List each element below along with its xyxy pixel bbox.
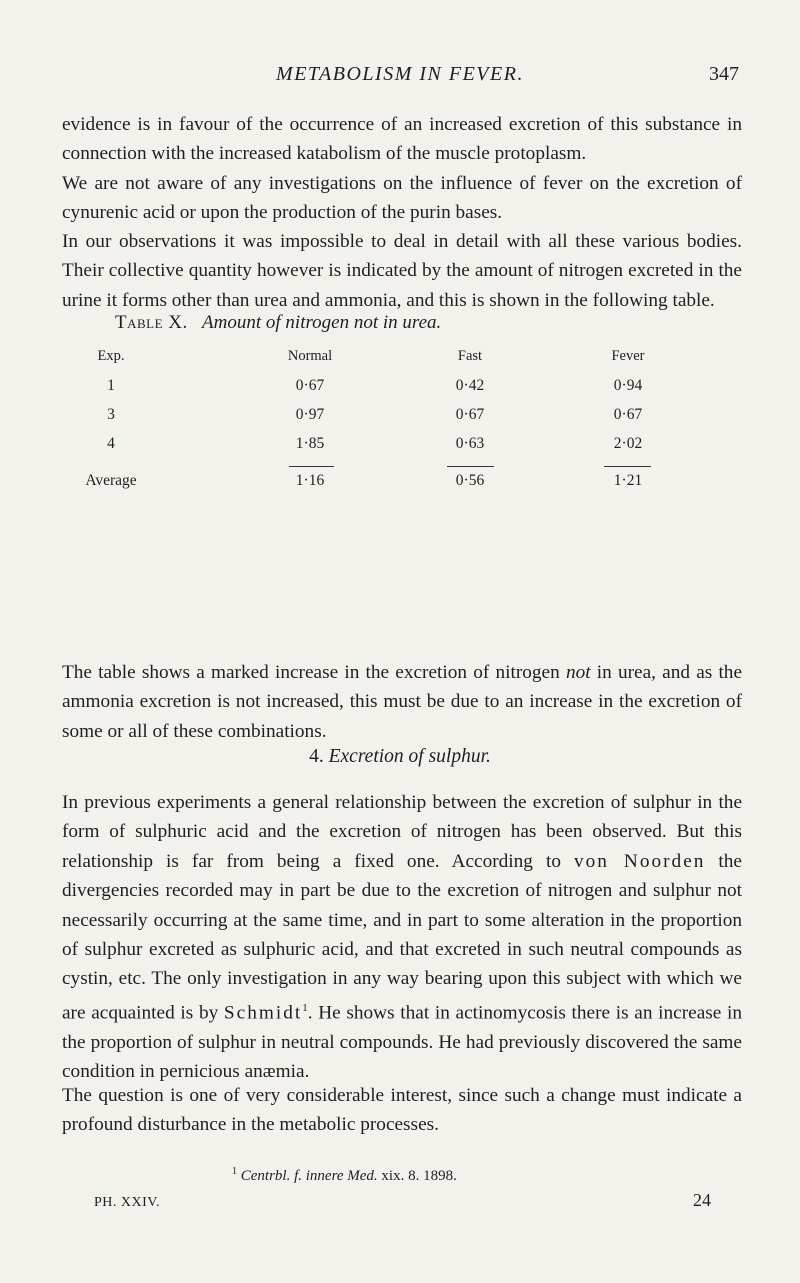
paragraph-6: The question is one of very considerable interest, since such a change must indicate a profound disturbance in the metabolic processes. [62, 1085, 742, 1136]
author-name-von-noorden: von Noorden [573, 850, 706, 872]
average-normal: 1·16 [295, 472, 325, 489]
table-average-row [60, 472, 760, 501]
paragraph-4-emphasis: not [565, 662, 591, 683]
author-name-schmidt: Schmidt [223, 1002, 303, 1024]
paragraph-4-text-a: The table shows a marked increase in the excretion of nitrogen [62, 662, 566, 683]
sum-rule [447, 466, 494, 467]
cell-exp: 4 [107, 435, 115, 452]
paragraph-4 [62, 658, 742, 746]
cell-exp: 1 [107, 377, 115, 394]
table-rule-row [60, 464, 760, 472]
paragraph-5-text-b: the divergencies recorded may in part be due to the excretion of nitrogen and sulphur not necessarily occurring at the same time, and in part to some alteration in the proportion of sulphur excreted as sulphuric acid, and that excreted in such neutral compounds as cystin, etc. The only investigation in any way bearing upon this subject with which we are acquainted is by [62, 850, 742, 1024]
sum-rule [604, 466, 651, 467]
page-number: 347 [709, 63, 739, 85]
header-normal: Normal [287, 348, 333, 364]
running-title: METABOLISM IN FEVER. [276, 63, 524, 85]
nitrogen-table [60, 348, 760, 501]
table-title [115, 312, 755, 334]
table-caption: Amount of nitrogen not in urea. [202, 312, 442, 333]
sum-rule [289, 466, 334, 467]
table-label: Table X. [115, 312, 188, 333]
paragraph-5-text-c: . He shows that in actinomycosis there is an increase in the proportion of sulphur in neutral compounds. He had previously discovered the same condition in pernicious anæmia. [62, 1002, 743, 1083]
section-number: 4. [309, 746, 324, 767]
table-row [60, 377, 760, 406]
header-fast: Fast [457, 348, 483, 364]
footnote-marker: 1 [232, 1166, 237, 1177]
header-exp: Exp. [97, 348, 125, 364]
section-title: Excretion of sulphur. [328, 746, 491, 767]
running-head [0, 63, 800, 93]
printer-signature: PH. XXIV. [94, 1195, 161, 1210]
sheet-number: 24 [693, 1190, 711, 1210]
paragraph-3: In our observations it was impossible to deal in detail with all these various bodies. Their collective quantity however is indicated by the amount of nitrogen excreted in the urine it forms other than urea and ammonia, and this is shown in the following table. [62, 231, 742, 311]
cell-normal: 1·85 [295, 435, 325, 452]
section-heading [0, 746, 800, 768]
cell-fast: 0·63 [455, 435, 485, 452]
cell-exp: 3 [107, 406, 115, 423]
average-fast: 0·56 [455, 472, 485, 489]
footnote [232, 1166, 457, 1185]
cell-fever: 0·94 [613, 377, 643, 394]
paragraph-5-text-a: In previous experiments a general relationship between the excretion of sulphur in the form of sulphuric acid and the excretion of nitrogen has been observed. But this relationship is far from being a fixed one. According to [62, 792, 742, 872]
cell-normal: 0·67 [295, 377, 325, 394]
average-fever: 1·21 [613, 472, 643, 489]
paragraph-1: evidence is in favour of the occurrence of an increased excretion of this substance in connection with the increased katabolism of the muscle protoplasm. [62, 114, 742, 165]
table-row [60, 406, 760, 435]
footnote-ref: xix. 8. 1898. [381, 1168, 457, 1184]
table-row [60, 435, 760, 464]
footnote-reference: 1 [302, 1001, 308, 1014]
paragraph-2: We are not aware of any investigations on the influence of fever on the excretion of cynurenic acid or upon the production of the purin bases. [62, 173, 742, 224]
footnote-source: Centrbl. f. innere Med. [240, 1168, 378, 1184]
cell-fever: 0·67 [613, 406, 643, 423]
paragraph-4-text-b: in urea, and as the ammonia excretion is not increased, this must be due to an increase in the excretion of some or all of these combinations. [62, 662, 743, 742]
header-fever: Fever [611, 348, 645, 364]
cell-normal: 0·97 [295, 406, 325, 423]
cell-fast: 0·67 [455, 406, 485, 423]
cell-fever: 2·02 [613, 435, 643, 452]
average-label: Average [85, 472, 137, 489]
table-header-row [60, 348, 760, 377]
paragraph-5 [62, 788, 742, 1086]
cell-fast: 0·42 [455, 377, 485, 394]
